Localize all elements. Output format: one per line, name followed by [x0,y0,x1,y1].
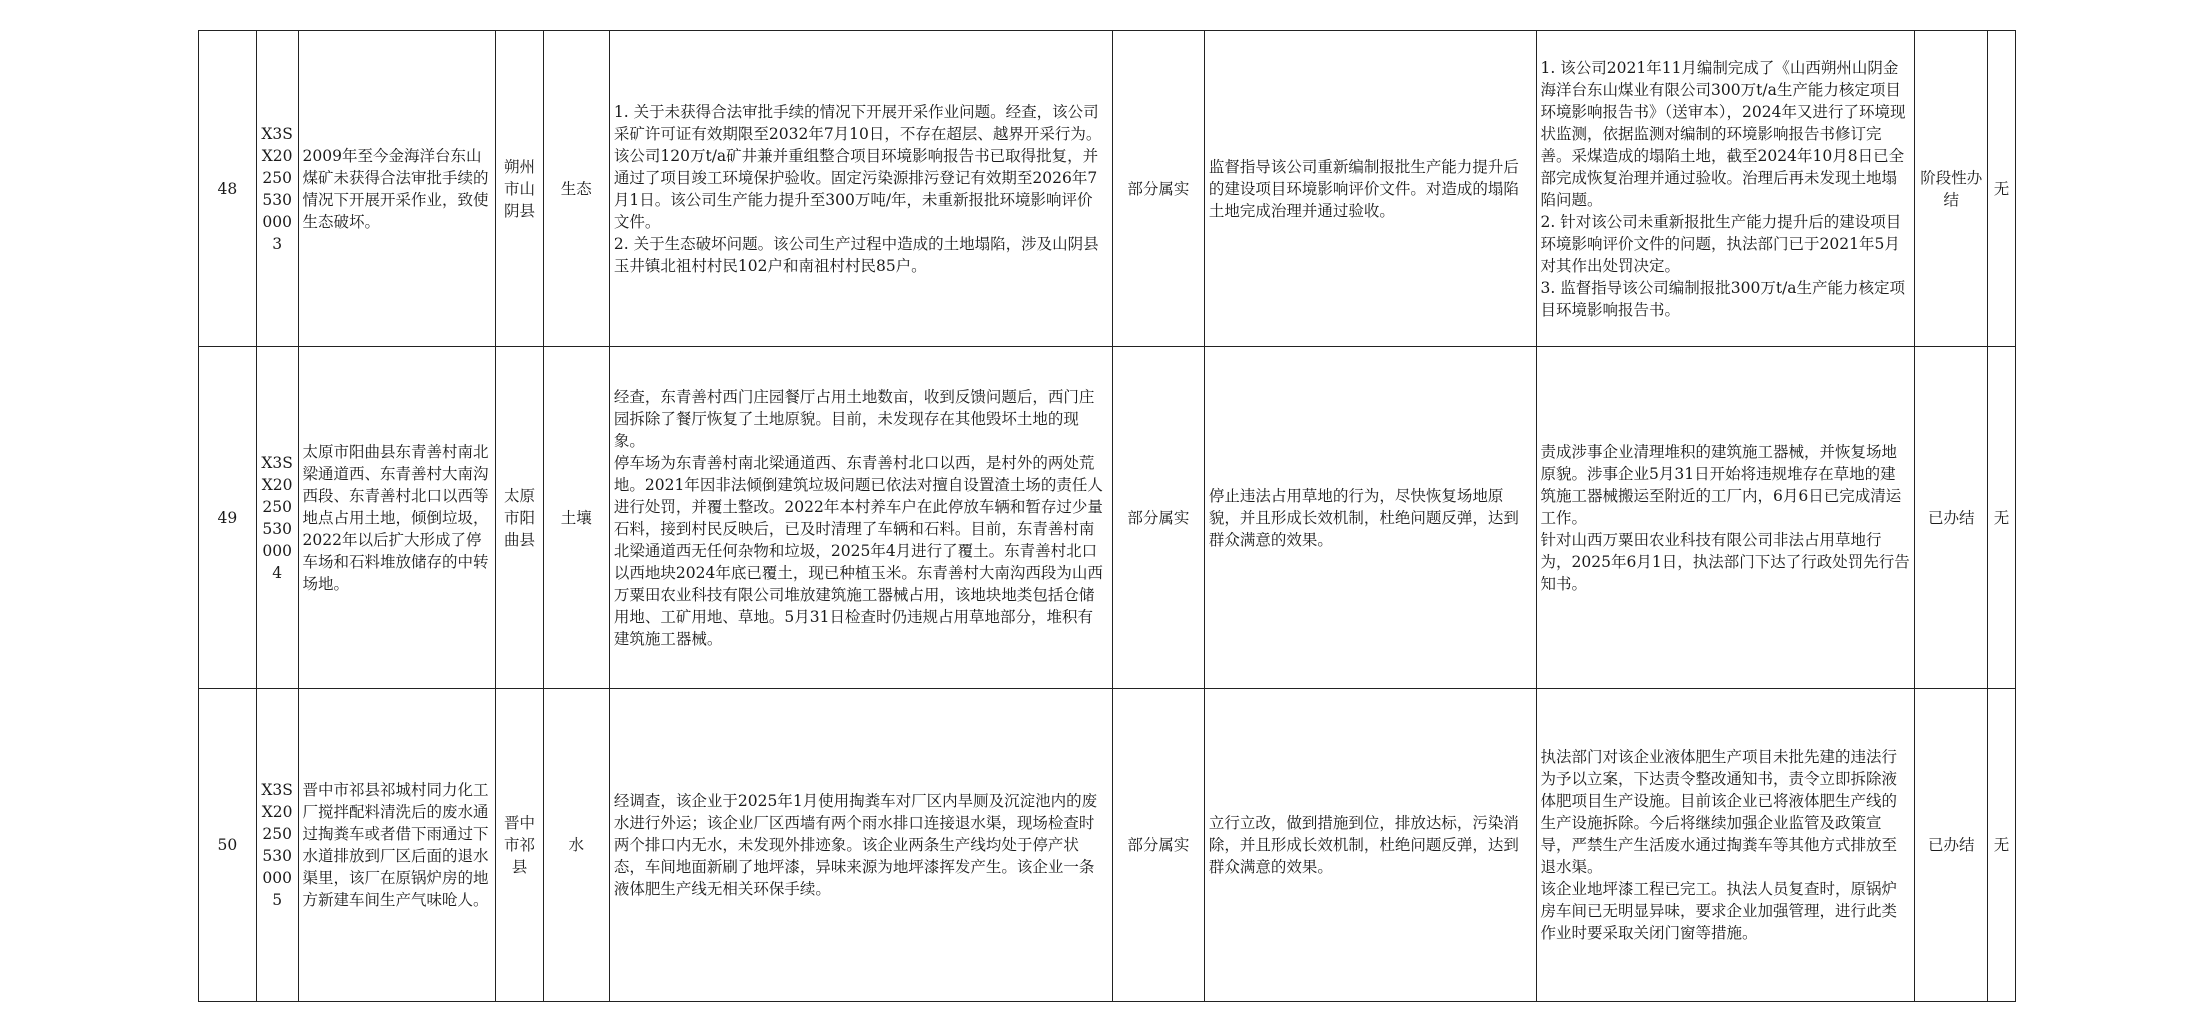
handling-requirement: 监督指导该公司重新编制报批生产能力提升后的建设项目环境影响评价文件。对造成的塌陷土地完成治理并通过验收。 [1204,31,1536,347]
verification-result: 部分属实 [1112,347,1204,689]
investigation-paragraph: 2. 关于生态破坏问题。该公司生产过程中造成的土地塌陷，涉及山阴县玉井镇北祖村村民102户和南祖村村民85户。 [613,234,1099,275]
investigation-paragraph: 经查，东青善村西门庄园餐厅占用土地数亩，收到反馈问题后，西门庄园拆除了餐厅恢复了土地原貌。目前，未发现存在其他毁坏土地的现象。 [613,387,1095,450]
handling-requirement: 立行立改，做到措施到位，排放达标，污染消除，并且形成长效机制，杜绝问题反弹，达到群众满意的效果。 [1204,689,1536,1002]
administrative-area: 朔州市山阴县 [496,31,543,347]
handling-result [1536,689,1915,1002]
handling-result [1536,31,1915,347]
result-paragraph: 针对山西万粟田农业科技有限公司非法占用草地行为，2025年6月1日，执法部门下达了行政处罚先行告知书。 [1540,530,1910,593]
case-code: X3SX202505300005 [256,689,298,1002]
handling-result [1536,347,1915,689]
row-number: 49 [199,347,257,689]
table-row [199,347,2016,689]
investigation-findings [609,689,1112,1002]
result-paragraph: 3. 监督指导该公司编制报批300万t/a生产能力核定项目环境影响报告书。 [1540,278,1906,319]
investigation-findings [609,31,1112,347]
investigation-paragraph: 1. 关于未获得合法审批手续的情况下开展开采作业问题。经查，该公司采矿许可证有效期限至2032年7月10日，不存在超层、越界开采行为。该公司120万t/a矿井兼并重组整合项目环境影响报告书已取得批复，并通过了项目竣工环境保护验收。固定污染源排污登记有效期至2026年7月1日。该公司生产能力提升至300万吨/年，未重新报批环境影响评价文件。 [613,102,1102,231]
result-paragraph: 2. 针对该公司未重新报批生产能力提升后的建设项目环境影响评价文件的问题，执法部门已于2021年5月对其作出处罚决定。 [1540,212,1902,275]
completion-status: 已办结 [1915,347,1988,689]
row-number: 50 [199,689,257,1002]
completion-status: 阶段性办结 [1915,31,1988,347]
verification-result: 部分属实 [1112,31,1204,347]
investigation-paragraph: 停车场为东青善村南北梁通道西、东青善村北口以西，是村外的两处荒地。2021年因非法倾倒建筑垃圾问题已依法对擅自设置渣土场的责任人进行处罚，并覆土整改。2022年本村养车户在此停放车辆和暂存过少量石料，接到村民反映后，已及时清理了车辆和石料。目前，东青善村南北梁通道西无任何杂物和垃圾，2025年4月进行了覆土。东青善村北口以西地块2024年底已覆土，现已种植玉米。东青善村大南沟西段为山西万粟田农业科技有限公司堆放建筑施工器械占用，该地块地类包括仓储用地、工矿用地、草地。5月31日检查时仍违规占用草地部分，堆积有建筑施工器械。 [613,453,1103,648]
verification-result: 部分属实 [1112,689,1204,1002]
reported-issue: 晋中市祁县祁城村同力化工厂搅拌配料清洗后的废水通过掏粪车或者借下雨通过下水道排放到厂区后面的退水渠里，该厂在原锅炉房的地方新建车间生产气味呛人。 [298,689,496,1002]
pollution-type: 土壤 [543,347,609,689]
pollution-type: 水 [543,689,609,1002]
accountability-note: 无 [1988,31,2016,347]
reported-issue: 2009年至今金海洋台东山煤矿未获得合法审批手续的情况下开展开采作业，致使生态破坏。 [298,31,496,347]
case-code: X3SX202505300003 [256,31,298,347]
investigation-paragraph: 经调查，该企业于2025年1月使用掏粪车对厂区内旱厕及沉淀池内的废水进行外运；该企业厂区西墙有两个雨水排口连接退水渠，现场检查时两个排口内无水，未发现外排迹象。该企业两条生产线均处于停产状态，车间地面新刷了地坪漆，异味来源为地坪漆挥发产生。该企业一条液体肥生产线无相关环保手续。 [613,792,1098,898]
reported-issue: 太原市阳曲县东青善村南北梁通道西、东青善村大南沟西段、东青善村北口以西等地点占用土地，倾倒垃圾，2022年以后扩大形成了停车场和石料堆放储存的中转场地。 [298,347,496,689]
administrative-area: 太原市阳曲县 [496,347,543,689]
result-paragraph: 1. 该公司2021年11月编制完成了《山西朔州山阴金海洋台东山煤业有限公司300万t/a生产能力核定项目环境影响报告书》（送审本），2024年又进行了环境现状监测，依据监测对编制的环境影响报告书修订完善。采煤造成的塌陷土地，截至2024年10月8日已全部完成恢复治理并通过验收。治理后再未发现土地塌陷问题。 [1540,58,1906,209]
accountability-note: 无 [1988,689,2016,1002]
row-number: 48 [199,31,257,347]
handling-requirement: 停止违法占用草地的行为，尽快恢复场地原貌，并且形成长效机制，杜绝问题反弹，达到群众满意的效果。 [1204,347,1536,689]
complaint-handling-table [198,30,2016,1002]
pollution-type: 生态 [543,31,609,347]
accountability-note: 无 [1988,347,2016,689]
table-row [199,31,2016,347]
administrative-area: 晋中市祁县 [496,689,543,1002]
completion-status: 已办结 [1915,689,1988,1002]
investigation-findings [609,347,1112,689]
table-row [199,689,2016,1002]
result-paragraph: 执法部门对该企业液体肥生产项目未批先建的违法行为予以立案，下达责令整改通知书，责令立即拆除液体肥项目生产设施。目前该企业已将液体肥生产线的生产设施拆除。今后将继续加强企业监管及政策宣导，严禁生产生活废水通过掏粪车等其他方式排放至退水渠。 [1540,748,1898,876]
result-paragraph: 责成涉事企业清理堆积的建筑施工器械，并恢复场地原貌。涉事企业5月31日开始将违规堆存在草地的建筑施工器械搬运至附近的工厂内，6月6日已完成清运工作。 [1540,442,1902,527]
case-code: X3SX202505300004 [256,347,298,689]
result-paragraph: 该企业地坪漆工程已完工。执法人员复查时，原锅炉房车间已无明显异味，要求企业加强管理，进行此类作业时要采取关闭门窗等措施。 [1540,880,1898,942]
